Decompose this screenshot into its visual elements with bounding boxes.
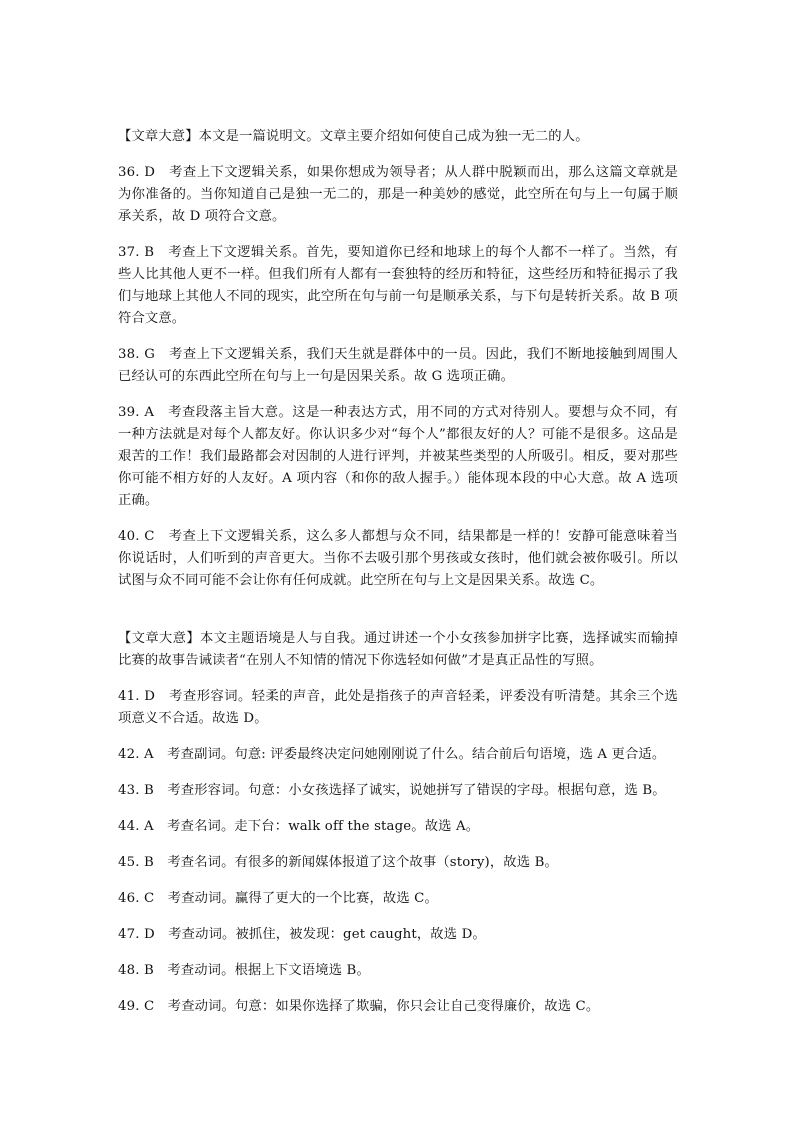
answer-item-43: 43. B 考查形容词。句意：小女孩选择了诚实，说她拼写了错误的字母。根据句意，选 B。 [118,783,666,798]
answer-item-48: 48. B 考查动词。根据上下文语境选 B。 [118,963,370,978]
answer-item-38: 38. G 考查上下文逻辑关系，我们天生就是群体中的一员。因此，我们不断地接触到周围人已经认可的东西此空所在句与上一句是因果关系。故 G 选项正确。 [118,347,678,384]
answer-item-36: 36. D 考查上下文逻辑关系，如果你想成为领导者；从人群中脱颖而出，那么这篇文章就是为你准备的。当你知道自己是独一无二的，那是一种美妙的感觉，此空所在句与上一句属于顺承关系，故 D 项符合文意。 [118,165,678,224]
answer-item-49: 49. C 考查动词。句意：如果你选择了欺骗，你只会让自己变得廉价，故选 C。 [118,999,600,1014]
answer-item-45: 45. B 考查名词。有很多的新闻媒体报道了这个故事（story)，故选 B。 [118,855,558,870]
passage-summary: 【文章大意】本文主题语境是人与自我。通过讲述一个小女孩参加拼字比赛，选择诚实而输掉比赛的故事告诫读者“在别人不知情的情况下你选轻如何做”才是真正品性的写照。 [118,631,678,668]
answer-item-40: 40. C 考查上下文逻辑关系，这么多人都想与众不同，结果都是一样的！安静可能意味着当你说话时，人们听到的声音更大。当你不去吸引那个男孩或女孩时，他们就会被你吸引。所以试图与众不同可能不会让你有任何成就。此空所在句与上文是因果关系。故选 C。 [118,529,678,588]
answer-item-47: 47. D 考查动词。被抓住，被发现：get caught，故选 D。 [118,927,486,942]
passage-section-2 [118,628,678,1032]
answer-item-39: 39. A 考查段落主旨大意。这是一种表达方式，用不同的方式对待别人。要想与众不同，有一种方法就是对每个人都友好。你认识多少对“每个人”都很友好的人？可能不是很多。这品是艰苦的工作！我们最路都会对因制的人进行评判，并被某些类型的人所吸引。相反，要对那些你可能不相方好的人友好。A 项内容（和你的敌人握手。）能体现本段的中心大意。故 A 选项正确。 [118,405,678,508]
passage-section-1 [118,126,678,606]
answer-item-37: 37. B 考查上下文逻辑关系。首先，要知道你已经和地球上的每个人都不一样了。当然，有些人比其他人更不一样。但我们所有人都有一套独特的经历和特征，这些经历和特征揭示了我们与地球上其他人不同的现实，此空所在句与前一句是顺承关系，与下句是转折关系。故 B 项符合文意。 [118,245,678,326]
answer-item-42: 42. A 考查副词。句意: 评委最终决定问她刚刚说了什么。结合前后句语境，选 A 更合适。 [118,747,666,762]
passage-summary: 【文章大意】本文是一篇说明文。文章主要介绍如何使自己成为独一无二的人。 [118,129,589,144]
answer-item-46: 46. C 考查动词。赢得了更大的一个比赛，故选 C。 [118,891,438,906]
answer-item-44: 44. A 考查名词。走下台：walk off the stage。故选 A。 [118,819,480,834]
answer-item-41: 41. D 考查形容词。轻柔的声音，此处是指孩子的声音轻柔，评委没有听清楚。其余三个选项意义不合适。故选 D。 [118,689,678,726]
